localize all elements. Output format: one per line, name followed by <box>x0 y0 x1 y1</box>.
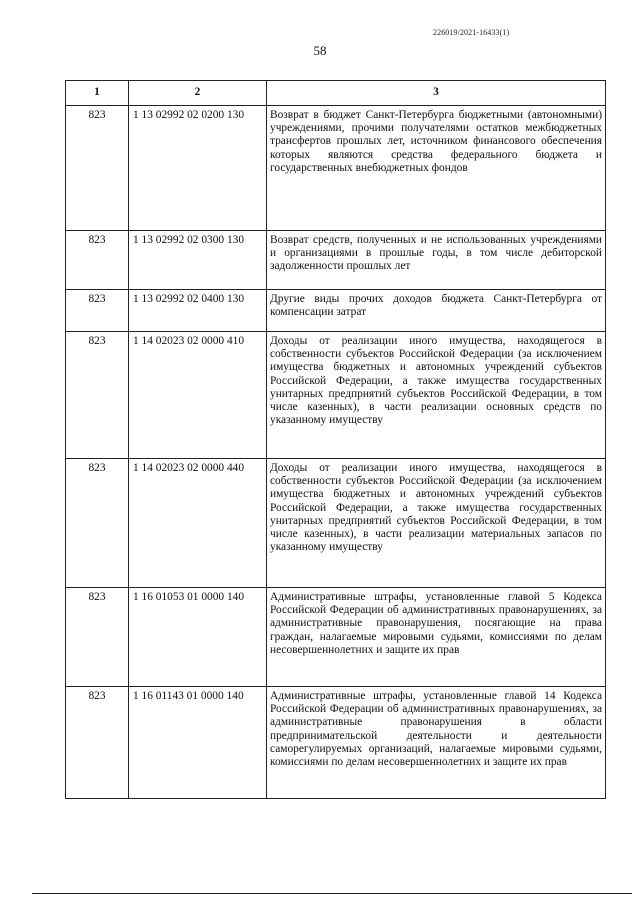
kbk-code-cell: 1 14 02023 02 0000 410 <box>129 332 267 459</box>
document-registration-number: 226019/2021-16433(1) <box>433 28 510 37</box>
admin-code-cell: 823 <box>66 459 129 588</box>
description-cell: Другие виды прочих доходов бюджета Санкт-Петербурга от компенсации затрат <box>267 290 606 332</box>
admin-code-cell: 823 <box>66 687 129 799</box>
kbk-code-cell: 1 13 02992 02 0200 130 <box>129 106 267 231</box>
description-cell: Возврат в бюджет Санкт-Петербурга бюджетными (автономными) учреждениями, прочими получателями остатков межбюджетных трансфертов прошлых лет, источником финансового обеспечения которых являются средства федерального бюджета и государственных внебюджетных фондов <box>267 106 606 231</box>
table-row <box>66 459 606 588</box>
table-row <box>66 332 606 459</box>
table-header-row <box>66 81 606 106</box>
page-number: 58 <box>313 43 327 58</box>
description-cell: Административные штрафы, установленные главой 5 Кодекса Российской Федерации об административных правонарушениях, за административные правонарушения, посягающие на права граждан, налагаемые мировыми судьями, комиссиями по делам несовершеннолетних и защите их прав <box>267 588 606 687</box>
column-header-3: 3 <box>267 81 606 106</box>
column-header-2: 2 <box>129 81 267 106</box>
table-row <box>66 687 606 799</box>
admin-code-cell: 823 <box>66 106 129 231</box>
admin-code-cell: 823 <box>66 231 129 290</box>
kbk-code-cell: 1 13 02992 02 0300 130 <box>129 231 267 290</box>
admin-code-cell: 823 <box>66 588 129 687</box>
table-row <box>66 231 606 290</box>
description-cell: Возврат средств, полученных и не использованных учреждениями и организациями в прошлые годы, в том числе дебиторской задолженности прошлых лет <box>267 231 606 290</box>
description-cell: Административные штрафы, установленные главой 14 Кодекса Российской Федерации об административных правонарушениях, за административные правонарушения в области предпринимательской деятельности и деятельности саморегулируемых организаций, налагаемые мировыми судьями, комиссиями по делам несовершеннолетних и защите их прав <box>267 687 606 799</box>
admin-code-cell: 823 <box>66 332 129 459</box>
column-header-1: 1 <box>66 81 129 106</box>
admin-code-cell: 823 <box>66 290 129 332</box>
kbk-code-cell: 1 14 02023 02 0000 440 <box>129 459 267 588</box>
kbk-code-cell: 1 16 01143 01 0000 140 <box>129 687 267 799</box>
description-cell: Доходы от реализации иного имущества, находящегося в собственности субъектов Российской Федерации (за исключением имущества бюджетных и автономных учреждений субъектов Российской Федерации, а также имущества государственных унитарных предприятий субъектов Российской Федерации, в том числе казенных), в части реализации основных средств по указанному имуществу <box>267 332 606 459</box>
kbk-code-cell: 1 13 02992 02 0400 130 <box>129 290 267 332</box>
page-bottom-rule <box>32 893 632 894</box>
description-cell: Доходы от реализации иного имущества, находящегося в собственности субъектов Российской Федерации (за исключением имущества бюджетных и автономных учреждений субъектов Российской Федерации, а также имущества государственных унитарных предприятий субъектов Российской Федерации, в том числе казенных), в части реализации материальных запасов по указанному имуществу <box>267 459 606 588</box>
table-row <box>66 290 606 332</box>
table-row <box>66 588 606 687</box>
kbk-code-cell: 1 16 01053 01 0000 140 <box>129 588 267 687</box>
table-row <box>66 106 606 231</box>
revenue-codes-table <box>65 80 606 799</box>
